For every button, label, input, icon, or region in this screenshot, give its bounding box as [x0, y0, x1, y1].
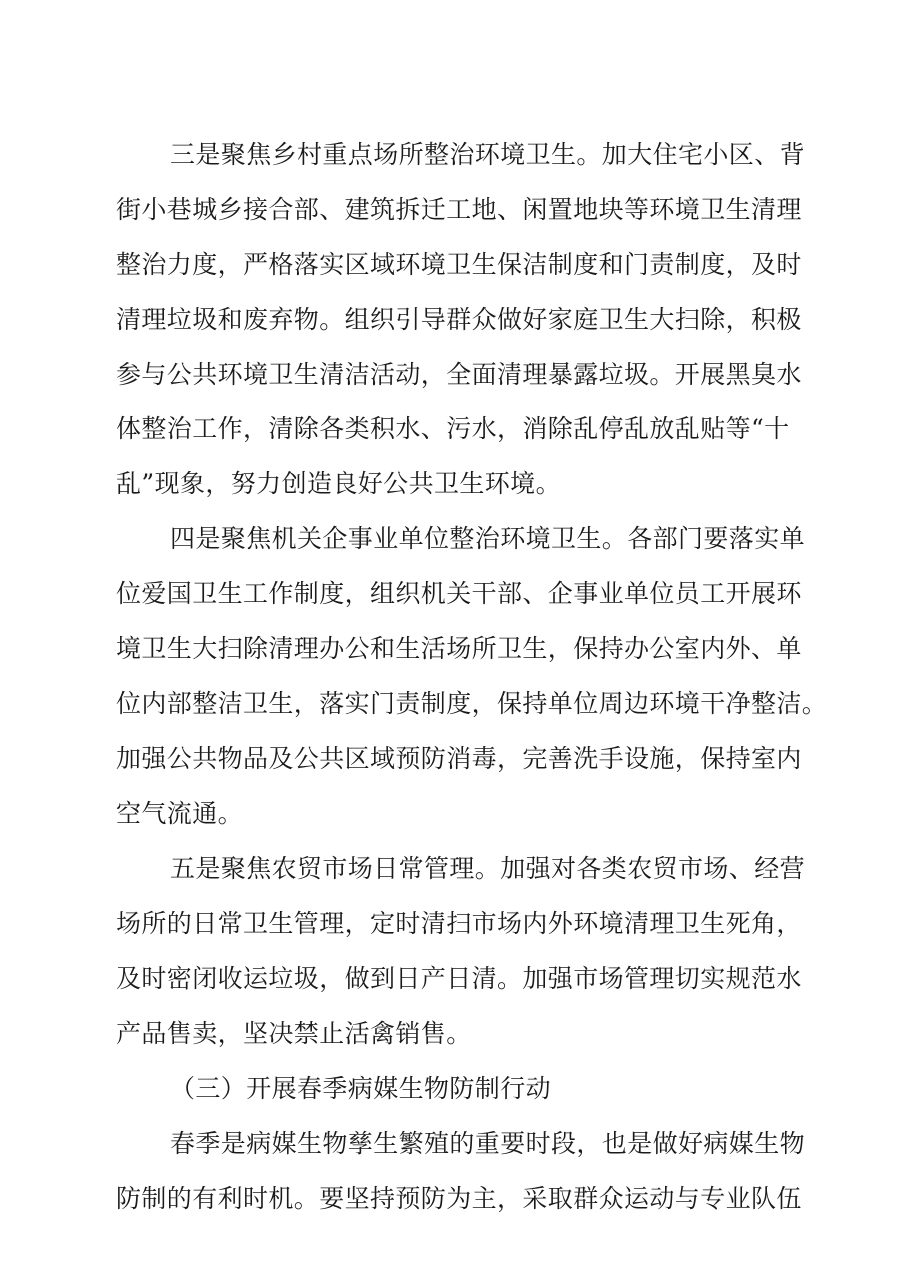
paragraph-4-line-2: 位爱国卫生工作制度，组织机关干部、企事业单位员工开展环: [116, 579, 802, 608]
paragraph-3-line-4: 清理垃圾和废弃物。组织引导群众做好家庭卫生大扫除，积极: [116, 305, 802, 334]
paragraph-5-line-4: 产品售卖，坚决禁止活禽销售。: [116, 1019, 472, 1048]
paragraph-6-line-2: 防制的有利时机。要坚持预防为主，采取群众运动与专业队伍: [116, 1184, 802, 1213]
paragraph-3-line-5: 参与公共环境卫生清洁活动，全面清理暴露垃圾。开展黑臭水: [116, 360, 802, 389]
paragraph-4-line-6: 空气流通。: [116, 799, 244, 828]
paragraph-5-line-2: 场所的日常卫生管理，定时清扫市场内外环境清理卫生死角，: [116, 909, 802, 938]
paragraph-3-line-7: 乱”现象，努力创造良好公共卫生环境。: [116, 469, 561, 498]
paragraph-5-line-1: 五是聚焦农贸市场日常管理。加强对各类农贸市场、经营: [170, 854, 806, 883]
section-heading-3: （三）开展春季病媒生物防制行动: [170, 1074, 552, 1103]
paragraph-5-line-3: 及时密闭收运垃圾，做到日产日清。加强市场管理切实规范水: [116, 964, 802, 993]
paragraph-3-line-3: 整治力度，严格落实区域环境卫生保洁制度和门责制度，及时: [116, 250, 802, 279]
paragraph-3-line-6: 体整治工作，清除各类积水、污水，消除乱停乱放乱贴等“十: [116, 414, 790, 443]
paragraph-4-line-4: 位内部整洁卫生，落实门责制度，保持单位周边环境干净整洁。: [116, 689, 828, 718]
paragraph-4-line-3: 境卫生大扫除清理办公和生活场所卫生，保持办公室内外、单: [116, 634, 802, 663]
paragraph-4-line-5: 加强公共物品及公共区域预防消毒，完善洗手设施，保持室内: [116, 744, 802, 773]
paragraph-6-line-1: 春季是病媒生物孳生繁殖的重要时段，也是做好病媒生物: [170, 1129, 806, 1158]
paragraph-4-line-1: 四是聚焦机关企事业单位整治环境卫生。各部门要落实单: [170, 524, 806, 553]
paragraph-3-line-1: 三是聚焦乡村重点场所整治环境卫生。加大住宅小区、背: [170, 140, 806, 169]
paragraph-3-line-2: 街小巷城乡接合部、建筑拆迁工地、闲置地块等环境卫生清理: [116, 195, 802, 224]
